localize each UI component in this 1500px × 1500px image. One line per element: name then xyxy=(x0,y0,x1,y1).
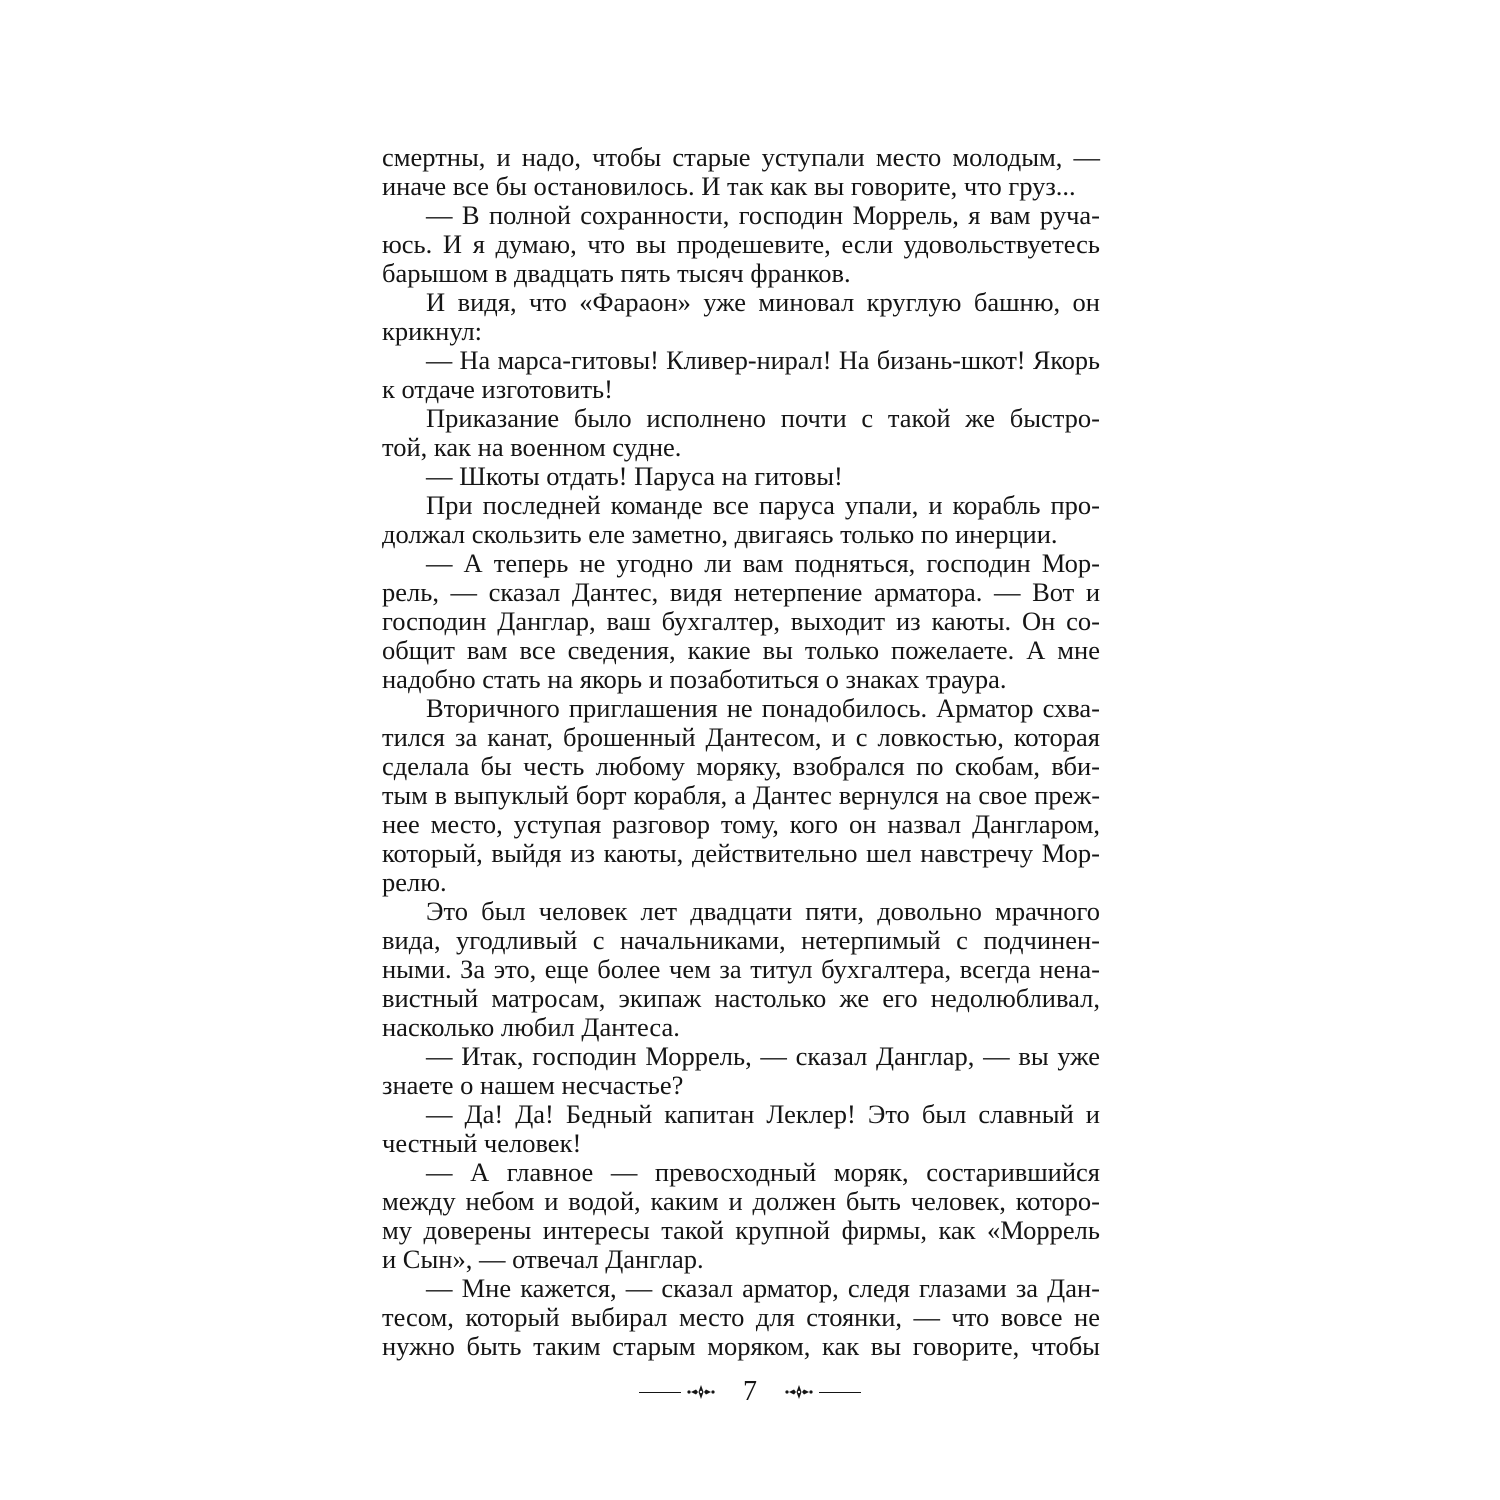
text-line: и Сын», — отвечал Данглар. xyxy=(382,1244,704,1274)
text-line: нее место, уступая разговор тому, кого он назвал Дангларом, xyxy=(382,809,1100,839)
text-line: тым в выпуклый борт корабля, а Дантес вернулся на свое преж- xyxy=(382,781,1100,810)
text-line: — Да! Да! Бедный капитан Леклер! Это был славный и xyxy=(426,1099,1100,1129)
body-text xyxy=(382,143,1100,1361)
text-line: должал скользить еле заметно, двигаясь только по инерции. xyxy=(382,519,1058,549)
text-line: — Итак, господин Моррель, — сказал Данглар, — вы уже xyxy=(426,1041,1100,1071)
text-line: ными. За это, еще более чем за титул бухгалтера, всегда нена- xyxy=(382,954,1100,984)
text-line: той, как на военном судне. xyxy=(382,432,682,462)
text-line: вида, угодливый с начальниками, нетерпимый с подчинен- xyxy=(382,925,1100,955)
text-line: смертны, и надо, чтобы старые уступали место молодым, — xyxy=(382,142,1100,172)
fleuron-ornament-icon xyxy=(783,1383,815,1401)
page-footer xyxy=(0,1372,1500,1412)
text-line: тился за канат, брошенный Дантесом, и с ловкостью, которая xyxy=(382,722,1100,752)
text-line: вистный матросам, экипаж настолько же его недолюбливал, xyxy=(382,983,1100,1013)
text-line: нужно быть таким старым моряком, как вы говорите, чтобы xyxy=(382,1331,1100,1361)
text-line: иначе все бы остановилось. И так как вы говорите, что груз... xyxy=(382,171,1076,201)
text-line: — В полной сохранности, господин Моррель, я вам руча- xyxy=(426,200,1100,230)
fleuron-ornament-icon xyxy=(685,1383,717,1401)
text-line: знаете о нашем несчастье? xyxy=(382,1070,684,1100)
text-line: рель, — сказал Дантес, видя нетерпение арматора. — Вот и xyxy=(382,577,1100,607)
text-line: юсь. И я думаю, что вы продешевите, если удовольствуетесь xyxy=(382,229,1100,259)
text-line: к отдаче изготовить! xyxy=(382,374,613,404)
text-line: между небом и водой, каким и должен быть человек, которо- xyxy=(382,1186,1100,1216)
text-line: честный человек! xyxy=(382,1128,582,1158)
text-line: И видя, что «Фараон» уже миновал круглую башню, он xyxy=(426,287,1100,317)
text-line: барышом в двадцать пять тысяч франков. xyxy=(382,258,851,288)
text-line: тесом, который выбирал место для стоянки, — что вовсе не xyxy=(382,1302,1100,1332)
text-line: сделала бы честь любому моряку, взобрался по скобам, вби- xyxy=(382,751,1100,781)
text-line: — А главное — превосходный моряк, состарившийся xyxy=(426,1157,1100,1187)
text-line: При последней команде все паруса упали, и корабль про- xyxy=(426,490,1100,520)
text-line: общит вам все сведения, какие вы только пожелаете. А мне xyxy=(382,635,1100,665)
text-line: Приказание было исполнено почти с такой же быстро- xyxy=(426,403,1100,433)
footer-rule-right xyxy=(819,1392,861,1393)
text-line: — А теперь не угодно ли вам подняться, господин Мор- xyxy=(426,548,1100,578)
text-line: релю. xyxy=(382,867,447,897)
text-line: — На марса-гитовы! Кливер-нирал! На бизань-шкот! Якорь xyxy=(426,346,1100,375)
text-line: — Мне кажется, — сказал арматор, следя глазами за Дан- xyxy=(426,1273,1100,1303)
text-line: му доверены интересы такой крупной фирмы, как «Моррель xyxy=(382,1215,1100,1245)
text-line: Вторичного приглашения не понадобилось. Арматор схва- xyxy=(426,693,1100,723)
text-line: — Шкоты отдать! Паруса на гитовы! xyxy=(426,461,843,491)
text-line: крикнул: xyxy=(382,316,483,346)
text-line: Это был человек лет двадцати пяти, довольно мрачного xyxy=(426,896,1100,926)
text-line: насколько любил Дантеса. xyxy=(382,1012,680,1042)
text-line: господин Данглар, ваш бухгалтер, выходит из каюты. Он со- xyxy=(382,606,1100,636)
text-line: который, выйдя из каюты, действительно шел навстречу Мор- xyxy=(382,838,1100,868)
page-number: 7 xyxy=(743,1376,757,1407)
text-line: надобно стать на якорь и позаботиться о знаках траура. xyxy=(382,664,1007,694)
footer-rule-left xyxy=(639,1392,681,1393)
